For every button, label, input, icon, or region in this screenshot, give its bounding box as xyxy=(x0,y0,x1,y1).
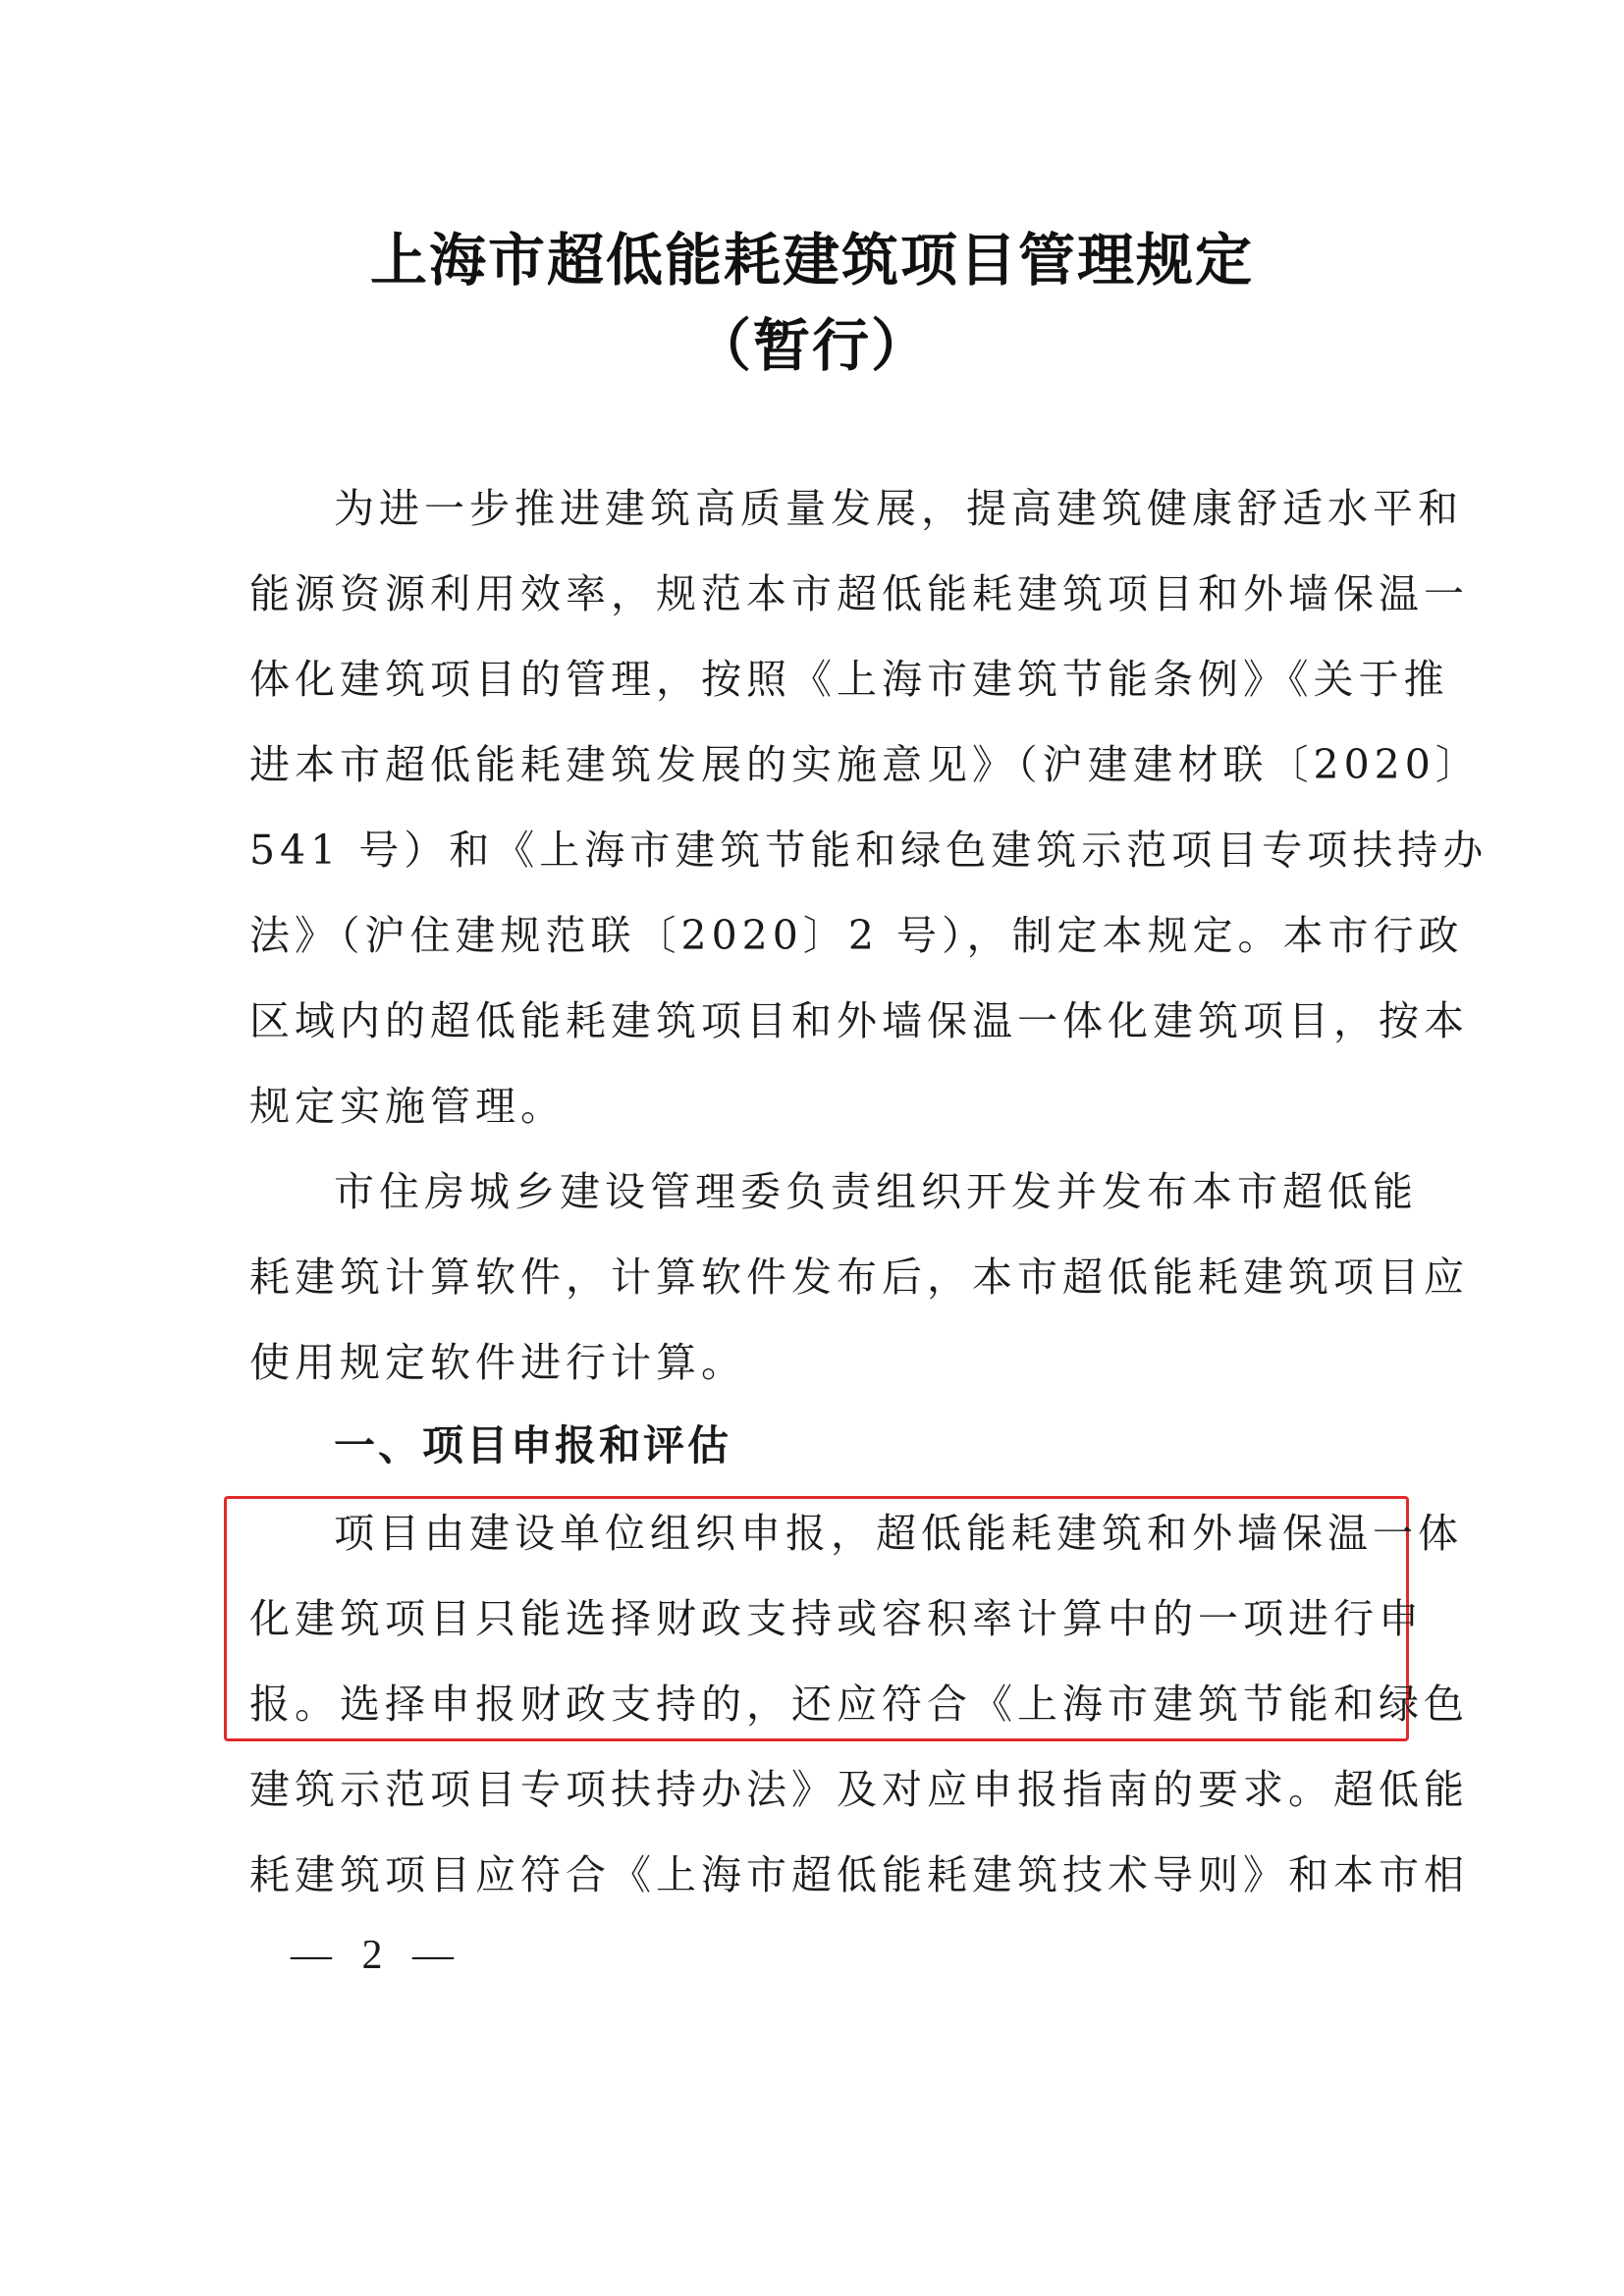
paragraph-1-line-1: 为进一步推进建筑高质量发展，提高建筑健康舒适水平和 xyxy=(334,485,1463,532)
paragraph-2-line-2: 耗建筑计算软件，计算软件发布后，本市超低能耗建筑项目应 xyxy=(249,1254,1469,1301)
document-title: 上海市超低能耗建筑项目管理规定 xyxy=(369,227,1254,294)
paragraph-3-line-3: 报。选择申报财政支持的，还应符合《上海市建筑节能和绿色 xyxy=(249,1681,1469,1728)
page-number: — 2 — xyxy=(291,1933,463,1978)
paragraph-1-line-4: 进本市超低能耗建筑发展的实施意见》（沪建建材联〔2020〕 xyxy=(249,741,1481,788)
paragraph-1-line-3: 体化建筑项目的管理，按照《上海市建筑节能条例》《关于推 xyxy=(249,656,1449,703)
paragraph-3-line-4: 建筑示范项目专项扶持办法》及对应申报指南的要求。超低能 xyxy=(249,1766,1469,1813)
paragraph-1-line-8: 规定实施管理。 xyxy=(249,1083,566,1130)
paragraph-3-line-1: 项目由建设单位组织申报，超低能耗建筑和外墙保温一体 xyxy=(334,1510,1463,1557)
document-subtitle: （暂行） xyxy=(693,312,930,379)
paragraph-3-line-2: 化建筑项目只能选择财政支持或容积率计算中的一项进行申 xyxy=(249,1595,1424,1642)
paragraph-2-line-3: 使用规定软件进行计算。 xyxy=(249,1339,746,1386)
paragraph-1-line-2: 能源资源利用效率，规范本市超低能耗建筑项目和外墙保温一 xyxy=(249,570,1469,617)
paragraph-2-line-1: 市住房城乡建设管理委负责组织开发并发布本市超低能 xyxy=(334,1168,1418,1215)
section-heading-1: 一、项目申报和评估 xyxy=(334,1421,732,1469)
paragraph-1-line-5: 541 号）和《上海市建筑节能和绿色建筑示范项目专项扶持办 xyxy=(249,827,1489,874)
paragraph-1-line-7: 区域内的超低能耗建筑项目和外墙保温一体化建筑项目，按本 xyxy=(249,997,1469,1044)
paragraph-3-line-5: 耗建筑项目应符合《上海市超低能耗建筑技术导则》和本市相 xyxy=(249,1851,1469,1898)
paragraph-1-line-6: 法》（沪住建规范联〔2020〕2 号），制定本规定。本市行政 xyxy=(249,912,1464,959)
